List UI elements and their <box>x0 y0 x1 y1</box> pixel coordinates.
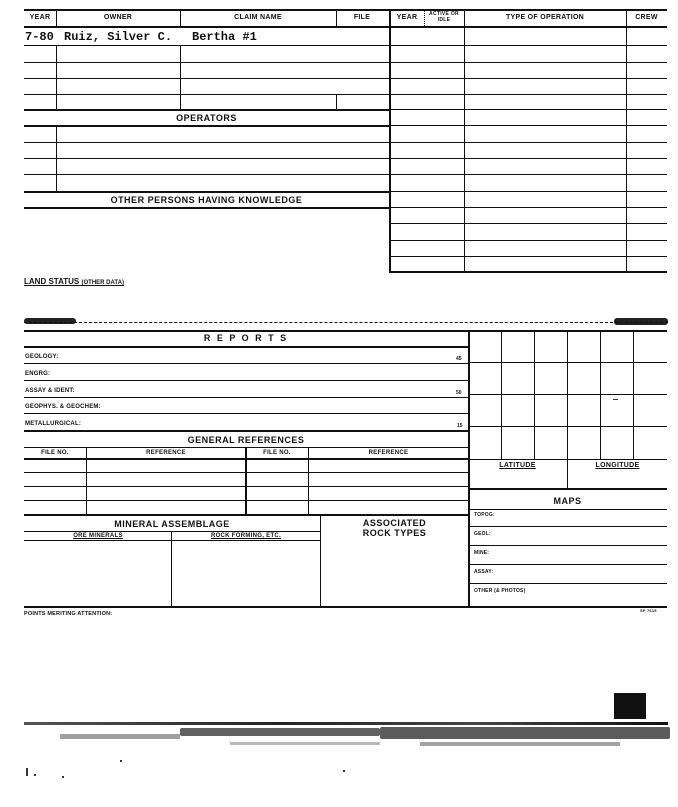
row-line <box>24 94 389 95</box>
report-geology-num: 45 <box>456 356 462 362</box>
reports-title: R E P O R T S <box>203 333 289 343</box>
entry-owner: Ruiz, Silver C. <box>64 30 173 44</box>
row-line <box>389 207 667 208</box>
row-line <box>24 363 468 364</box>
land-status-label <box>24 277 124 286</box>
rule <box>389 271 667 273</box>
report-engrg: ENGRG: <box>25 371 51 377</box>
form-number: SP 7615 <box>640 608 657 613</box>
rule <box>24 9 667 11</box>
rule <box>24 207 389 209</box>
row-line <box>24 62 389 63</box>
scan-speck <box>62 776 64 778</box>
header-active-or-idle: ACTIVE OR IDLE <box>429 11 459 23</box>
header-claim-name: CLAIM NAME <box>234 14 282 21</box>
header-file: FILE <box>353 14 371 21</box>
maps-geol: GEOL: <box>474 531 491 537</box>
grid-line <box>468 362 667 363</box>
col-divider <box>464 9 465 272</box>
row-line <box>389 223 667 224</box>
assoc-line-1: ASSOCIATED <box>362 518 427 528</box>
row-line <box>389 109 667 110</box>
rule <box>24 330 667 332</box>
points-meriting-attention: POINTS MERITING ATTENTION: <box>24 611 113 617</box>
rule <box>24 540 320 541</box>
col-divider <box>626 9 627 272</box>
row-line <box>389 125 667 126</box>
col-divider <box>180 9 181 26</box>
grid-line <box>468 394 667 395</box>
row-line <box>389 94 667 95</box>
report-geophys: GEOPHYS. & GEOCHEM: <box>25 404 101 410</box>
grid-line <box>633 330 634 460</box>
rule <box>24 322 668 323</box>
scan-speck <box>343 770 345 772</box>
col-divider <box>308 447 309 515</box>
header-year: YEAR <box>29 14 51 21</box>
ore-minerals-label: ORE MINERALS <box>73 533 123 539</box>
grid-line <box>600 330 601 460</box>
rule <box>24 430 468 432</box>
report-geology: GEOLOGY: <box>25 354 59 360</box>
maps-assay: ASSAY: <box>474 569 494 575</box>
rule <box>24 606 667 608</box>
row-line <box>389 256 667 257</box>
gr-header-file-no-2: FILE NO. <box>263 450 291 456</box>
grid-line <box>501 330 502 460</box>
row-line <box>468 526 667 527</box>
grid-line <box>534 330 535 460</box>
col-divider <box>171 531 172 606</box>
rule <box>24 109 389 111</box>
col-divider <box>336 9 337 26</box>
gr-header-reference-2: REFERENCE <box>368 450 409 456</box>
report-assay-num: 50 <box>456 390 462 396</box>
rule <box>24 125 389 127</box>
col-divider <box>180 45 181 109</box>
row-line <box>389 174 667 175</box>
col-divider <box>56 9 57 26</box>
gr-header-reference: REFERENCE <box>146 450 186 456</box>
maps-other: OTHER (& PHOTOS) <box>474 588 526 594</box>
col-divider <box>56 125 57 191</box>
maps-title: MAPS <box>553 496 582 506</box>
row-line <box>389 62 667 63</box>
row-line <box>389 240 667 241</box>
rule <box>24 531 320 532</box>
grid-line <box>468 459 667 460</box>
row-line <box>389 45 667 46</box>
rule <box>24 26 667 28</box>
row-line <box>24 380 468 381</box>
row-line <box>24 413 468 414</box>
rule <box>468 509 667 510</box>
associated-rock-types <box>321 518 468 538</box>
rule <box>468 488 667 490</box>
other-persons-label: OTHER PERSONS HAVING KNOWLEDGE <box>110 195 303 205</box>
mineral-title: MINERAL ASSEMBLAGE <box>114 519 230 529</box>
row-line <box>24 78 389 79</box>
row-line <box>389 142 667 143</box>
report-assay: ASSAY & IDENT: <box>25 388 75 394</box>
row-line <box>468 545 667 546</box>
report-metallurgical: METALLURGICAL: <box>25 421 82 427</box>
assoc-line-2: ROCK TYPES <box>362 528 427 538</box>
header-crew: CREW <box>635 14 658 21</box>
col-divider <box>86 447 87 515</box>
longitude-label: LONGITUDE <box>595 462 640 469</box>
row-line <box>468 564 667 565</box>
rock-forming-label: ROCK FORMING, ETC. <box>210 533 282 539</box>
land-status-sub: (OTHER DATA) <box>81 280 124 286</box>
report-metallurgical-num: 15 <box>457 423 463 429</box>
operators-label: OPERATORS <box>176 113 237 123</box>
scan-streak <box>24 722 668 725</box>
rule <box>24 514 468 516</box>
gr-header-file-no: FILE NO. <box>41 450 69 456</box>
row-line <box>389 158 667 159</box>
land-status-title: LAND STATUS <box>24 277 80 286</box>
row-line <box>389 191 667 192</box>
scan-streak <box>60 734 180 739</box>
row-line <box>468 583 667 584</box>
rule <box>24 191 389 193</box>
header-type-of-operation: TYPE OF OPERATION <box>505 14 585 21</box>
row-line <box>389 78 667 79</box>
entry-year: 7-80 <box>25 30 54 44</box>
header-year-2: YEAR <box>396 14 418 21</box>
grid-mark <box>613 399 618 400</box>
row-line <box>24 174 389 175</box>
scan-streak <box>180 728 380 736</box>
row-line <box>24 158 389 159</box>
scan-speck <box>120 760 122 762</box>
grid-line <box>468 426 667 427</box>
entry-underline <box>24 45 389 46</box>
row-line <box>24 142 389 143</box>
entry-claim-name: Bertha #1 <box>192 30 257 44</box>
scan-streak <box>420 742 620 746</box>
scan-speck <box>26 768 28 776</box>
col-divider <box>389 9 391 272</box>
col-divider <box>245 447 247 515</box>
latitude-label: LATITUDE <box>499 462 536 469</box>
row-line <box>24 397 468 398</box>
maps-topog: TOPOG: <box>474 512 495 518</box>
scan-streak <box>230 742 380 745</box>
col-divider <box>56 45 57 109</box>
general-refs-title: GENERAL REFERENCES <box>187 435 305 445</box>
maps-mine: MINE: <box>474 550 490 556</box>
col-divider <box>336 94 337 109</box>
rule <box>24 346 468 348</box>
col-divider <box>424 9 425 26</box>
scan-block <box>614 693 646 719</box>
header-owner: OWNER <box>103 14 133 21</box>
scan-smudge <box>24 318 76 324</box>
scan-streak <box>380 727 670 739</box>
scan-speck <box>34 774 36 776</box>
